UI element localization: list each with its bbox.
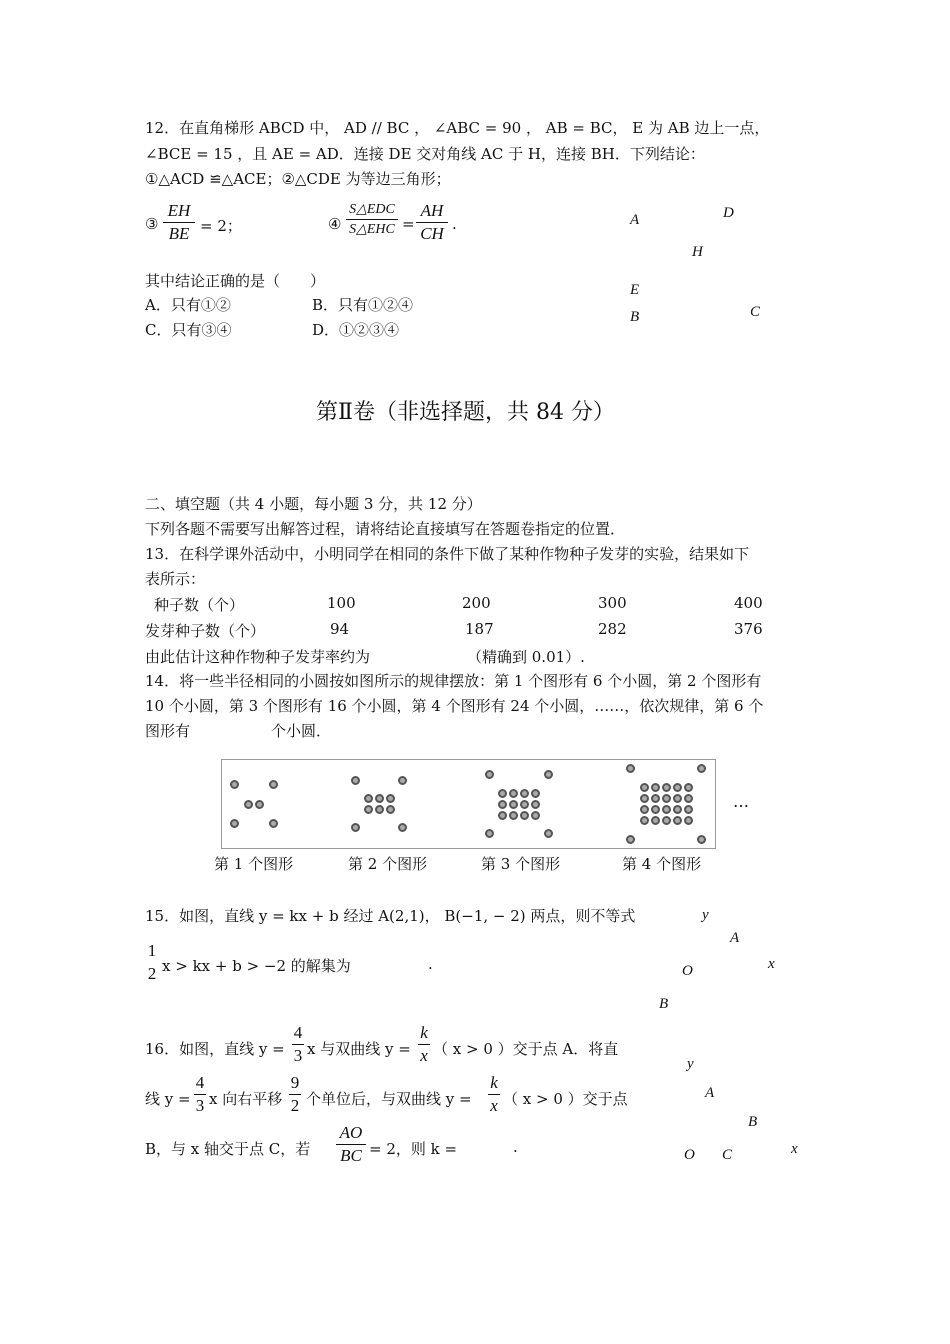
pattern-circle	[673, 816, 682, 825]
q14-caption: 第 3 个图形	[481, 855, 561, 873]
pattern-circle	[498, 789, 507, 798]
pattern-circle	[398, 823, 407, 832]
q16-bc-denominator: BC	[340, 1146, 362, 1165]
q16-line3-mid: = 2，则 k =	[369, 1140, 458, 1158]
fraction-bar	[163, 222, 195, 223]
q12-figure-label-b: B	[630, 309, 640, 325]
pattern-circle	[662, 794, 671, 803]
q12-option-c: C．只有③④	[145, 321, 232, 339]
q14-caption: 第 4 个图形	[622, 855, 702, 873]
q13-row1-cell: 100	[327, 594, 356, 612]
pattern-circle	[651, 805, 660, 814]
fraction-bar	[346, 219, 398, 220]
q14-ellipsis: …	[733, 792, 749, 811]
q12-line1: 12．在直角梯形 ABCD 中， AD // BC ， ∠ABC = 90 ， AB = BC， E 为 AB 边上一点，	[145, 119, 770, 137]
fraction-bar	[336, 1144, 366, 1145]
q12-figure-label-c: C	[750, 304, 761, 320]
q12-conclusion-4-left-fraction	[346, 201, 398, 238]
q16-fraction-k-x	[418, 1023, 430, 1066]
pattern-circle	[531, 800, 540, 809]
q15-denominator: 2	[147, 964, 157, 983]
q13-row2-cell: 376	[734, 620, 763, 638]
pattern-circle	[640, 794, 649, 803]
q13-line3-start: 由此估计这种作物种子发芽率约为	[145, 648, 371, 666]
q16-figure-label-y: y	[687, 1056, 694, 1072]
pattern-circle	[498, 800, 507, 809]
q12-line3: ①△ACD ≌△ACE；②△CDE 为等边三角形；	[145, 170, 451, 188]
q13-line3-end: （精确到 0.01）.	[467, 648, 585, 666]
pattern-circle	[269, 780, 278, 789]
pattern-circle	[398, 776, 407, 785]
q13-row1-cell: 400	[734, 594, 763, 612]
pattern-circle	[640, 805, 649, 814]
q12-option-b: B．只有①②④	[312, 296, 414, 314]
q12-figure-label-e: E	[630, 282, 640, 298]
pattern-circle	[673, 794, 682, 803]
pattern-circle	[255, 800, 264, 809]
fraction-bar	[418, 1044, 430, 1045]
q13-row1-cell: 200	[462, 594, 491, 612]
q16-figure-label-a: A	[705, 1085, 715, 1101]
pattern-circle	[498, 811, 507, 820]
q15-figure-label-a: A	[730, 930, 740, 946]
pattern-circle	[364, 794, 373, 803]
fraction-bar	[488, 1094, 500, 1095]
q15-line1: 15．如图，直线 y = kx + b 经过 A(2,1)， B(−1, − 2) 两点，则不等式	[145, 907, 636, 925]
pattern-circle	[375, 794, 384, 803]
pattern-circle	[509, 789, 518, 798]
pattern-circle	[697, 764, 706, 773]
pattern-circle	[230, 819, 239, 828]
q14-pattern-figure	[221, 759, 716, 849]
q13-row2-cell: 187	[465, 620, 494, 638]
q16-k-numerator: k	[490, 1073, 498, 1092]
q12-c4-rdenominator: CH	[420, 224, 444, 243]
q13-row1-cell: 300	[598, 594, 627, 612]
q13-line2: 表所示：	[145, 570, 206, 588]
pattern-circle	[651, 794, 660, 803]
q12-option-d: D．①②③④	[312, 321, 400, 339]
q16-k-numerator: k	[420, 1023, 428, 1042]
q12-conclusion-4-equals: =	[402, 215, 415, 233]
pattern-circle	[375, 805, 384, 814]
q16-numerator: 4	[195, 1073, 205, 1092]
q16-line1-end: （ x > 0 ）交于点 A．将直	[433, 1040, 619, 1058]
q16-line1-start: 16．如图，直线 y =	[145, 1040, 285, 1058]
q14-line2: 10 个小圆，第 3 个图形有 16 个小圆，第 4 个图形有 24 个小圆，……，依次规律，第 6 个	[145, 697, 764, 715]
fraction-bar	[292, 1044, 304, 1045]
pattern-circle	[651, 816, 660, 825]
pattern-circle	[351, 823, 360, 832]
q16-figure-label-o: O	[684, 1147, 695, 1163]
q16-line3-start: B，与 x 轴交于点 C，若	[145, 1140, 311, 1158]
q12-conclusion-4-right-fraction	[416, 201, 448, 244]
q15-figure-label-y: y	[702, 907, 709, 923]
q12-conclusion-4-prefix: ④	[328, 215, 342, 233]
pattern-circle	[520, 789, 529, 798]
q16-fraction-9-2	[289, 1073, 301, 1116]
q12-conclusion-3-fraction	[163, 201, 195, 244]
q14-caption: 第 1 个图形	[214, 855, 294, 873]
q16-fraction-4-3	[194, 1073, 206, 1116]
q15-fraction-half	[145, 941, 159, 984]
q16-numerator: 4	[293, 1023, 303, 1042]
q12-conclusion-4-end: .	[452, 215, 457, 233]
q12-c4-numerator: S△EDC	[349, 202, 395, 217]
q13-row1-label: 种子数（个）	[154, 596, 245, 614]
q12-c3-numerator: EH	[167, 201, 191, 220]
pattern-circle	[520, 811, 529, 820]
pattern-circle	[244, 800, 253, 809]
q12-figure-label-d: D	[723, 205, 734, 221]
pattern-circle	[386, 805, 395, 814]
q13-row2-label: 发芽种子数（个）	[145, 622, 266, 640]
fraction-bar	[194, 1094, 206, 1095]
q16-x-denominator: x	[420, 1046, 428, 1065]
q16-figure-label-b: B	[748, 1114, 758, 1130]
pattern-circle	[651, 783, 660, 792]
q16-figure-label-x: x	[791, 1141, 798, 1157]
pattern-circle	[662, 783, 671, 792]
pattern-circle	[544, 770, 553, 779]
q16-line2-mid2: 个单位后，与双曲线 y =	[306, 1090, 472, 1108]
q16-line2-start: 线 y =	[145, 1090, 191, 1108]
q14-line3-start: 图形有	[145, 722, 191, 740]
q16-line1-mid: x 与双曲线 y =	[307, 1040, 411, 1058]
q15-line2: x > kx + b > −2 的解集为	[162, 957, 351, 975]
pattern-circle	[662, 816, 671, 825]
q12-figure-label-h: H	[692, 244, 703, 260]
pattern-circle	[351, 776, 360, 785]
q13-row2-cell: 282	[598, 620, 627, 638]
pattern-circle	[684, 805, 693, 814]
q16-line3-end: .	[513, 1138, 518, 1156]
q14-line1: 14．将一些半径相同的小圆按如图所示的规律摆放：第 1 个图形有 6 个小圆，第 2 个图形有	[145, 672, 762, 690]
q16-x-denominator: x	[490, 1096, 498, 1115]
pattern-circle	[531, 811, 540, 820]
q12-conclusion-3-prefix: ③	[145, 215, 159, 233]
q14-caption: 第 2 个图形	[348, 855, 428, 873]
pattern-circle	[520, 800, 529, 809]
q16-fraction-ao-bc	[336, 1123, 366, 1166]
fill-in-instructions: 下列各题不需要写出解答过程，请将结论直接填写在答题卷指定的位置．	[145, 520, 626, 538]
q15-figure-label-b: B	[659, 996, 669, 1012]
fraction-bar	[416, 222, 448, 223]
pattern-circle	[684, 783, 693, 792]
fraction-bar	[145, 962, 159, 963]
pattern-circle	[626, 835, 635, 844]
pattern-circle	[509, 800, 518, 809]
q12-c4-denominator: S△EHC	[349, 222, 395, 237]
q12-question: 其中结论正确的是（ ）	[145, 272, 326, 290]
pattern-circle	[684, 816, 693, 825]
pattern-circle	[640, 783, 649, 792]
q16-ao-numerator: AO	[339, 1123, 363, 1142]
q13-line1: 13．在科学课外活动中，小明同学在相同的条件下做了某种作物种子发芽的实验，结果如下	[145, 545, 750, 563]
section-2-title: 第Ⅱ卷（非选择题，共 84 分）	[316, 400, 615, 425]
pattern-circle	[509, 811, 518, 820]
q12-line2: ∠BCE = 15 ，且 AE = AD．连接 DE 交对角线 AC 于 H，连接 BH．下列结论：	[145, 145, 705, 163]
pattern-circle	[230, 780, 239, 789]
pattern-circle	[485, 829, 494, 838]
q16-line2-end: （ x > 0 ）交于点	[503, 1090, 628, 1108]
q16-numerator: 9	[290, 1073, 300, 1092]
q16-fraction-k-x	[488, 1073, 500, 1116]
pattern-circle	[386, 794, 395, 803]
q15-figure-label-o: O	[682, 963, 693, 979]
pattern-circle	[531, 789, 540, 798]
pattern-circle	[626, 764, 635, 773]
q15-numerator: 1	[147, 941, 157, 960]
pattern-circle	[662, 805, 671, 814]
pattern-circle	[269, 819, 278, 828]
pattern-circle	[684, 794, 693, 803]
q16-denominator: 2	[290, 1096, 300, 1115]
q14-line3-end: 个小圆．	[271, 722, 332, 740]
q15-figure-label-x: x	[768, 956, 775, 972]
q15-end: .	[428, 955, 433, 973]
q12-option-a: A．只有①②	[145, 296, 231, 314]
pattern-circle	[544, 829, 553, 838]
q16-figure-label-c: C	[722, 1147, 733, 1163]
q12-figure-label-a: A	[630, 212, 640, 228]
fraction-bar	[289, 1094, 301, 1095]
pattern-circle	[673, 783, 682, 792]
pattern-circle	[485, 770, 494, 779]
pattern-circle	[697, 835, 706, 844]
q16-denominator: 3	[293, 1046, 303, 1065]
fill-in-header: 二、填空题（共 4 小题，每小题 3 分，共 12 分）	[145, 495, 482, 513]
pattern-circle	[364, 805, 373, 814]
pattern-circle	[673, 805, 682, 814]
q16-line2-mid: x 向右平移	[209, 1090, 283, 1108]
q16-denominator: 3	[195, 1096, 205, 1115]
q13-row2-cell: 94	[330, 620, 350, 638]
q16-fraction-4-3	[292, 1023, 304, 1066]
pattern-circle	[640, 816, 649, 825]
q12-c4-rnumerator: AH	[420, 201, 444, 220]
q12-c3-denominator: BE	[168, 224, 190, 243]
q12-conclusion-3-suffix: = 2；	[200, 217, 242, 235]
